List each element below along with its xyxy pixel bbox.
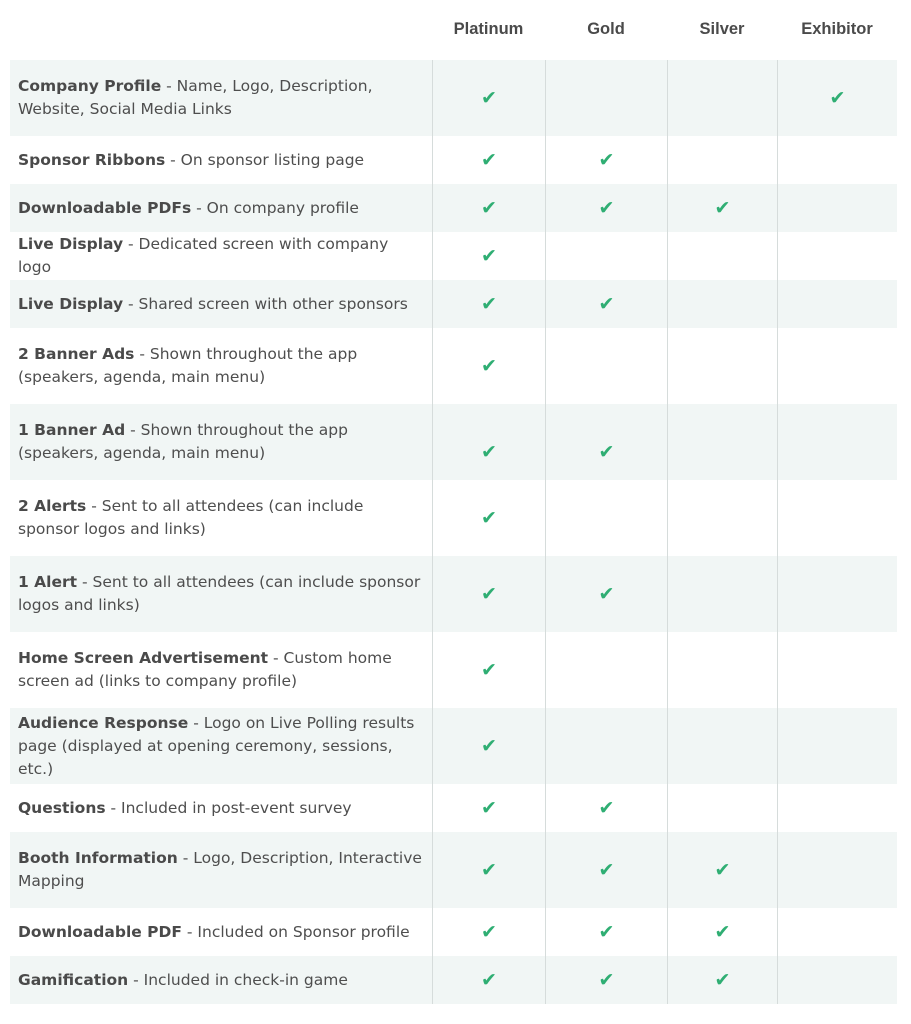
feature-description: - Logo, Description, Interactive Mapping [18,849,422,890]
checkmark-icon: ✔ [481,858,497,881]
tier-cell-platinum [432,832,545,908]
table-row [10,784,897,832]
tier-cell-platinum [432,708,545,784]
tier-cell-gold [545,280,667,328]
feature-cell [10,232,432,280]
table-row [10,632,897,708]
feature-text [18,712,424,781]
feature-text [18,419,424,465]
feature-cell [10,60,432,136]
tier-cell-silver [667,556,777,632]
feature-name: 1 Alert [18,573,78,591]
tier-cell-silver [667,784,777,832]
tier-cell-platinum [432,956,545,1004]
tier-cell-exhibitor [777,184,897,232]
table-row [10,136,897,184]
header-tier-platinum: Platinum [453,20,524,38]
feature-text [18,969,348,992]
feature-name: Questions [18,798,106,817]
checkmark-icon: ✔ [598,148,615,171]
table-row [10,60,897,136]
tier-cell-silver [667,232,777,280]
checkmark-icon: ✔ [481,796,497,819]
table-row [10,708,897,784]
feature-description: - Logo on Live Polling results page (displayed at opening ceremony, sessions, etc.) [18,713,415,778]
header-tier-silver: Silver [699,20,745,38]
tier-cell-exhibitor [777,956,897,1004]
tier-cell-gold [545,136,667,184]
checkmark-icon: ✔ [829,86,846,109]
feature-cell [10,708,432,784]
table-body [10,60,897,1004]
tier-cell-exhibitor [777,632,897,708]
feature-text [18,75,424,121]
feature-cell [10,404,432,480]
feature-description: - Shown throughout the app (speakers, agenda, main menu) [18,345,358,386]
table-row [10,184,897,232]
checkmark-icon: ✔ [598,968,615,991]
tier-cell-gold [545,556,667,632]
tier-cell-platinum [432,232,545,280]
tier-cell-platinum [432,632,545,708]
feature-name: 1 Banner Ad [18,421,126,439]
feature-name: Downloadable PDF [18,922,182,941]
tier-cell-gold [545,328,667,404]
feature-description: - Shared screen with other sponsors [123,294,408,313]
tier-cell-silver [667,60,777,136]
feature-text [18,847,424,893]
feature-description: - On company profile [191,198,359,217]
tier-cell-silver [667,404,777,480]
tier-cell-platinum [432,184,545,232]
tier-cell-silver [667,908,777,956]
checkmark-icon: ✔ [714,858,731,881]
table-row [10,404,897,480]
table-row [10,556,897,632]
tier-cell-platinum [432,60,545,136]
feature-cell [10,908,432,956]
feature-cell [10,632,432,708]
feature-name: Live Display [18,294,124,313]
tier-cell-silver [667,480,777,556]
tier-cell-exhibitor [777,908,897,956]
feature-cell [10,280,432,328]
table-row [10,832,897,908]
tier-cell-exhibitor [777,232,897,280]
header-tier-gold: Gold [587,20,625,38]
feature-cell [10,480,432,556]
feature-description: - Custom home screen ad (links to company profile) [18,649,392,690]
tier-cell-silver [667,136,777,184]
checkmark-icon: ✔ [598,196,615,219]
tier-cell-gold [545,60,667,136]
feature-description: - Shown throughout the app (speakers, agenda, main menu) [18,421,348,462]
checkmark-icon: ✔ [481,196,497,219]
tier-cell-platinum [432,328,545,404]
feature-description: - Included in post-event survey [105,798,352,817]
feature-cell [10,832,432,908]
checkmark-icon: ✔ [481,148,497,171]
checkmark-icon: ✔ [598,920,615,943]
checkmark-icon: ✔ [481,244,497,267]
feature-description: - Included in check-in game [128,970,348,989]
tier-cell-exhibitor [777,404,897,480]
feature-description: - Name, Logo, Description, Website, Social Media Links [18,77,373,118]
feature-name: 2 Alerts [18,497,87,515]
tier-cell-exhibitor [777,556,897,632]
checkmark-icon: ✔ [714,920,731,943]
feature-text [18,647,424,693]
tier-cell-silver [667,956,777,1004]
tier-cell-silver [667,632,777,708]
tier-cell-exhibitor [777,60,897,136]
checkmark-icon: ✔ [598,582,615,605]
tier-cell-gold [545,632,667,708]
feature-text [18,293,408,316]
feature-text [18,343,424,389]
feature-text [18,921,410,944]
tier-cell-exhibitor [777,280,897,328]
tier-cell-exhibitor [777,480,897,556]
tier-cell-exhibitor [777,832,897,908]
tier-cell-gold [545,784,667,832]
table-row [10,328,897,404]
feature-name: Sponsor Ribbons [18,150,166,169]
feature-text [18,495,424,541]
feature-name: Gamification [18,970,129,989]
tier-cell-platinum [432,404,545,480]
tier-cell-gold [545,480,667,556]
tier-cell-exhibitor [777,784,897,832]
tier-cell-gold [545,832,667,908]
checkmark-icon: ✔ [481,968,497,991]
checkmark-icon: ✔ [714,968,731,991]
feature-description: - Dedicated screen with company logo [18,235,389,276]
feature-text [18,197,359,220]
tier-cell-platinum [432,136,545,184]
feature-cell [10,328,432,404]
header-tier-exhibitor: Exhibitor [801,20,873,38]
tier-cell-gold [545,232,667,280]
checkmark-icon: ✔ [481,441,497,463]
table-row [10,280,897,328]
tier-cell-platinum [432,784,545,832]
checkmark-icon: ✔ [598,858,615,881]
checkmark-icon: ✔ [481,658,497,681]
checkmark-icon: ✔ [481,354,497,377]
feature-cell [10,184,432,232]
table-row [10,956,897,1004]
feature-name: Audience Response [18,713,189,732]
tier-cell-gold [545,404,667,480]
tier-cell-platinum [432,556,545,632]
checkmark-icon: ✔ [481,506,497,529]
tier-cell-silver [667,708,777,784]
feature-name: Live Display [18,235,124,253]
header-feature-spacer [10,0,432,60]
feature-cell [10,784,432,832]
feature-text [18,797,352,820]
checkmark-icon: ✔ [481,292,497,315]
table-row [10,232,897,280]
feature-description: - Included on Sponsor profile [181,922,410,941]
feature-name: Home Screen Advertisement [18,649,269,667]
tier-cell-exhibitor [777,708,897,784]
feature-description: - Sent to all attendees (can include sponsor logos and links) [18,497,364,538]
tier-cell-silver [667,328,777,404]
tier-cell-silver [667,280,777,328]
tier-cell-exhibitor [777,136,897,184]
tier-cell-platinum [432,908,545,956]
feature-text [18,233,424,279]
feature-cell [10,556,432,632]
tier-cell-gold [545,708,667,784]
tier-cell-gold [545,184,667,232]
tier-cell-gold [545,908,667,956]
feature-text [18,571,424,617]
feature-name: Booth Information [18,849,178,867]
checkmark-icon: ✔ [598,292,615,315]
feature-cell [10,956,432,1004]
checkmark-icon: ✔ [598,796,615,819]
feature-name: Downloadable PDFs [18,198,192,217]
table-row [10,480,897,556]
checkmark-icon: ✔ [481,734,497,757]
feature-text [18,149,364,172]
checkmark-icon: ✔ [481,582,497,605]
checkmark-icon: ✔ [598,441,615,463]
checkmark-icon: ✔ [714,196,731,219]
checkmark-icon: ✔ [481,86,497,109]
feature-name: Company Profile [18,77,162,95]
tier-cell-exhibitor [777,328,897,404]
feature-cell [10,136,432,184]
sponsorship-comparison-table [10,0,897,1004]
tier-cell-gold [545,956,667,1004]
tier-cell-silver [667,184,777,232]
tier-cell-platinum [432,280,545,328]
table-row [10,908,897,956]
tier-cell-silver [667,832,777,908]
feature-description: - On sponsor listing page [165,150,365,169]
tier-cell-platinum [432,480,545,556]
feature-description: - Sent to all attendees (can include sponsor logos and links) [18,573,421,614]
table-header-row [10,0,897,60]
checkmark-icon: ✔ [481,920,497,943]
feature-name: 2 Banner Ads [18,345,135,363]
